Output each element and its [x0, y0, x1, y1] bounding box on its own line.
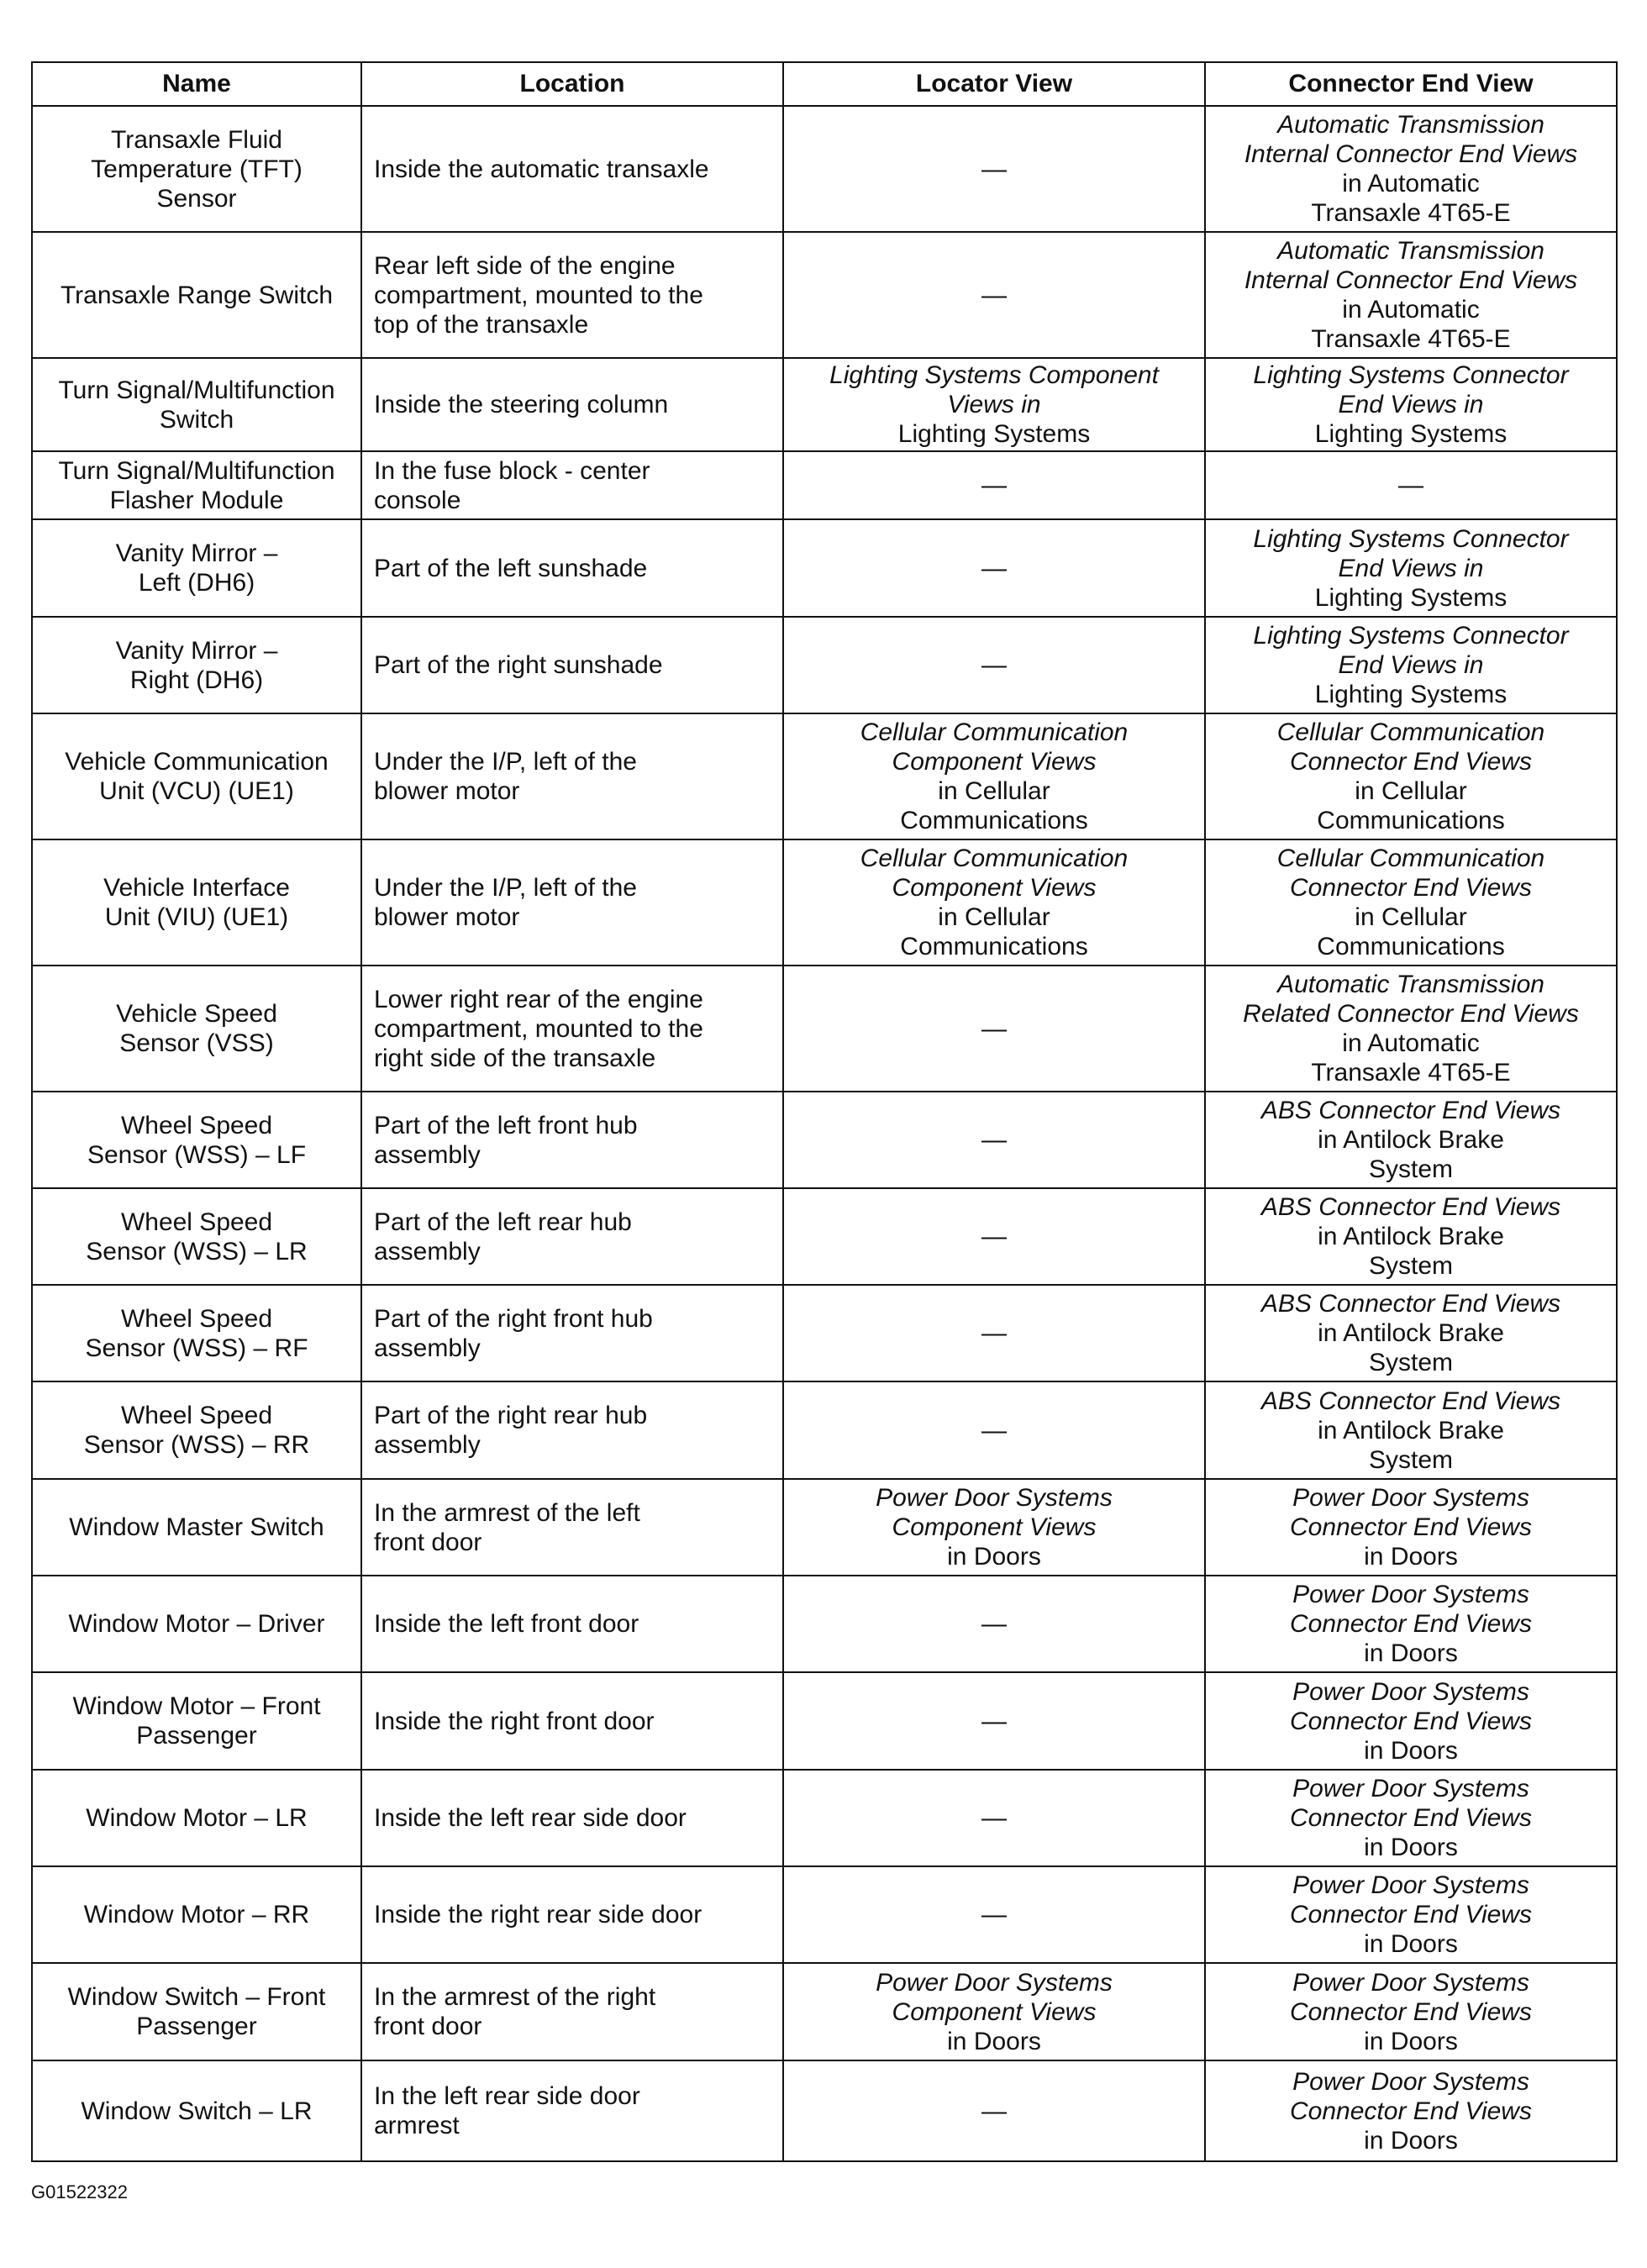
component-name-line: Window Motor – Driver [68, 1610, 325, 1638]
component-name-line: Window Motor – RR [83, 1901, 310, 1929]
connector-end-view-line: Cellular Communication [1276, 718, 1545, 746]
component-name-cell [32, 1381, 361, 1479]
locator-view-line: Views in [947, 391, 1041, 418]
connector-end-view-line: Transaxle 4T65-E [1311, 199, 1511, 227]
location-line: In the fuse block - center [374, 456, 650, 485]
connector-end-view-line: Lighting Systems [1314, 420, 1508, 448]
connector-end-view-line: Connector End Views [1290, 748, 1532, 776]
component-name-line: Sensor (WSS) – LR [86, 1237, 308, 1266]
location-cell [361, 1866, 783, 1963]
location-cell [361, 232, 783, 358]
connector-end-view-cell [1205, 451, 1617, 519]
location-cell [361, 1479, 783, 1576]
locator-view-cell [783, 839, 1205, 966]
location-line: Inside the steering column [374, 391, 669, 418]
connector-end-view-cell [1205, 617, 1617, 713]
location-cell [361, 1770, 783, 1866]
connector-end-view-line: Related Connector End Views [1243, 1000, 1579, 1028]
component-name-line: Turn Signal/Multifunction [58, 456, 335, 485]
table-row [32, 1285, 1617, 1381]
connector-end-view-line: System [1368, 1445, 1454, 1474]
locator-view-line: Communications [900, 933, 1088, 960]
component-name-line: Flasher Module [109, 486, 284, 514]
component-name-line: Passenger [136, 1722, 257, 1750]
connector-end-view-cell [1205, 1672, 1617, 1770]
locator-view-cell [783, 1576, 1205, 1672]
connector-end-view-line: in Doors [1364, 1834, 1458, 1861]
table-row [32, 1866, 1617, 1963]
component-name-line: Sensor (WSS) – LF [87, 1140, 307, 1169]
location-cell [361, 1092, 783, 1188]
connector-end-view-line: System [1368, 1155, 1454, 1183]
component-name-cell [32, 1963, 361, 2060]
locator-view-line: Communications [900, 807, 1088, 834]
connector-end-view-line: Connector End Views [1290, 2097, 1532, 2125]
table-row [32, 232, 1617, 358]
locator-view-cell [783, 519, 1205, 617]
location-line: Inside the left front door [374, 1610, 639, 1638]
component-name-line: Sensor (VSS) [119, 1029, 274, 1057]
component-name-cell [32, 232, 361, 358]
location-line: blower motor [374, 903, 520, 931]
table-row [32, 617, 1617, 713]
component-name-cell [32, 1672, 361, 1770]
locator-view-cell [783, 1963, 1205, 2060]
location-line: Rear left side of the engine [374, 251, 676, 280]
component-name-line: Wheel Speed [120, 1111, 273, 1139]
connector-end-view-line: in Doors [1364, 1736, 1458, 1765]
locator-view-cell [783, 1479, 1205, 1576]
connector-end-view-cell [1205, 1576, 1617, 1672]
connector-end-view-line: in Antilock Brake [1318, 1416, 1504, 1444]
locator-view-cell [783, 2060, 1205, 2161]
location-line: Part of the right front hub [374, 1304, 653, 1333]
component-name-line: Switch [159, 405, 234, 434]
component-name-cell [32, 839, 361, 966]
connector-end-view-line: End Views in [1338, 391, 1484, 418]
locator-view-cell [783, 1672, 1205, 1770]
locator-view-cell [783, 966, 1205, 1092]
locator-view-line: — [981, 1804, 1007, 1832]
component-name-cell [32, 106, 361, 232]
connector-end-view-line: System [1368, 1252, 1454, 1280]
locator-view-line: Component Views [892, 874, 1097, 902]
component-name-cell [32, 617, 361, 713]
connector-end-view-line: Automatic Transmission [1277, 971, 1544, 998]
location-line: In the armrest of the left [374, 1498, 640, 1527]
connector-end-view-line: End Views in [1338, 554, 1484, 582]
connector-end-view-line: Lighting Systems [1314, 681, 1508, 708]
locator-view-cell [783, 1866, 1205, 1963]
connector-end-view-line: in Antilock Brake [1318, 1223, 1504, 1250]
connector-end-view-line: Transaxle 4T65-E [1311, 325, 1511, 353]
locator-view-cell [783, 1285, 1205, 1381]
figure-code: G01522322 [31, 2181, 128, 2202]
location-line: Part of the right sunshade [374, 651, 663, 679]
connector-end-view-line: Power Door Systems [1292, 1581, 1529, 1608]
connector-end-view-line: Cellular Communication [1276, 845, 1545, 872]
connector-end-view-line: Power Door Systems [1292, 1484, 1529, 1512]
component-name-cell [32, 1285, 361, 1381]
locator-view-line: — [981, 651, 1007, 679]
connector-end-view-cell [1205, 1479, 1617, 1576]
connector-end-view-line: Power Door Systems [1292, 1677, 1529, 1706]
location-line: Inside the left rear side door [374, 1804, 687, 1832]
component-name-line: Vanity Mirror – [115, 636, 278, 665]
component-name-line: Sensor (WSS) – RR [83, 1431, 310, 1459]
table-row [32, 1576, 1617, 1672]
locator-view-cell [783, 451, 1205, 519]
component-name-line: Turn Signal/Multifunction [58, 376, 335, 404]
locator-view-line: — [981, 471, 1007, 499]
table-row [32, 1672, 1617, 1770]
locator-view-line: Cellular Communication [860, 845, 1129, 872]
table-row [32, 1381, 1617, 1479]
component-name-cell [32, 1576, 361, 1672]
location-cell [361, 966, 783, 1092]
component-name-line: Unit (VCU) (UE1) [99, 777, 294, 805]
locator-view-line: Cellular Communication [860, 718, 1129, 746]
connector-end-view-cell [1205, 2060, 1617, 2161]
locator-view-line: — [981, 1416, 1007, 1444]
connector-end-view-line: Power Door Systems [1292, 1871, 1529, 1899]
table-row [32, 1479, 1617, 1576]
locator-view-cell [783, 232, 1205, 358]
component-name-line: Right (DH6) [129, 666, 264, 694]
component-name-line: Window Switch – Front [67, 1983, 326, 2011]
location-line: Inside the right front door [374, 1707, 655, 1735]
connector-end-view-line: in Cellular [1355, 903, 1467, 931]
component-name-line: Wheel Speed [120, 1402, 273, 1429]
location-cell [361, 1285, 783, 1381]
location-line: armrest [374, 2112, 460, 2139]
connector-end-view-line: in Antilock Brake [1318, 1319, 1504, 1347]
header-row [32, 62, 1617, 106]
connector-end-view-cell [1205, 1866, 1617, 1963]
locator-view-line: Component Views [892, 1513, 1097, 1541]
connector-end-view-line: in Automatic [1342, 296, 1480, 324]
connector-end-view-line: Connector End Views [1290, 1804, 1532, 1832]
location-cell [361, 1576, 783, 1672]
connector-end-view-line: Communications [1317, 933, 1505, 960]
connector-end-view-line: in Automatic [1342, 1029, 1480, 1057]
location-line: Part of the right rear hub [374, 1402, 648, 1429]
component-name-line: Wheel Speed [120, 1304, 273, 1333]
locator-view-cell [783, 617, 1205, 713]
locator-view-line: Lighting Systems [897, 420, 1091, 448]
component-name-cell [32, 713, 361, 839]
component-name-line: Unit (VIU) (UE1) [104, 903, 289, 931]
connector-end-view-line: in Doors [1364, 2027, 1458, 2055]
component-name-line: Vehicle Interface [103, 874, 290, 902]
location-cell [361, 617, 783, 713]
component-name-cell [32, 966, 361, 1092]
location-cell [361, 1672, 783, 1770]
connector-end-view-line: ABS Connector End Views [1260, 1193, 1561, 1221]
location-line: In the left rear side door [374, 2082, 640, 2110]
location-line: Part of the left sunshade [374, 554, 648, 582]
component-name-cell [32, 2060, 361, 2161]
locator-view-line: in Cellular [938, 903, 1050, 931]
connector-end-view-cell [1205, 1092, 1617, 1188]
component-name-cell [32, 1866, 361, 1963]
component-name-line: Vehicle Speed [116, 1000, 277, 1028]
connector-end-view-line: Connector End Views [1290, 1707, 1532, 1735]
location-line: assembly [374, 1140, 481, 1169]
connector-end-view-cell [1205, 966, 1617, 1092]
location-cell [361, 2060, 783, 2161]
connector-end-view-line: Power Door Systems [1292, 1968, 1529, 1997]
table-row [32, 1092, 1617, 1188]
component-name-cell [32, 1092, 361, 1188]
locator-view-cell [783, 1188, 1205, 1285]
connector-end-view-cell [1205, 358, 1617, 451]
connector-end-view-line: Connector End Views [1290, 1513, 1532, 1541]
locator-view-line: — [981, 1901, 1007, 1929]
locator-view-line: — [981, 554, 1007, 582]
component-name-cell [32, 1479, 361, 1576]
locator-view-line: in Cellular [938, 777, 1050, 805]
table-row [32, 713, 1617, 839]
connector-end-view-line: — [1398, 471, 1423, 499]
location-line: Lower right rear of the engine [374, 985, 703, 1013]
table-row [32, 451, 1617, 519]
locator-view-line: — [981, 1319, 1007, 1347]
location-cell [361, 1963, 783, 2060]
locator-view-cell [783, 358, 1205, 451]
connector-end-view-cell [1205, 839, 1617, 966]
location-line: top of the transaxle [374, 310, 589, 339]
location-cell [361, 1188, 783, 1285]
location-cell [361, 519, 783, 617]
location-cell [361, 106, 783, 232]
connector-end-view-line: Power Door Systems [1292, 2067, 1529, 2096]
locator-view-line: Component Views [892, 748, 1097, 776]
component-name-line: Transaxle Range Switch [60, 281, 334, 309]
location-line: compartment, mounted to the [374, 1014, 703, 1043]
connector-end-view-line: in Doors [1364, 2126, 1458, 2155]
table-row [32, 2060, 1617, 2161]
connector-end-view-cell [1205, 232, 1617, 358]
locator-view-line: in Doors [947, 1543, 1041, 1571]
table-row [32, 1188, 1617, 1285]
locator-view-cell [783, 713, 1205, 839]
locator-view-line: Component Views [892, 1997, 1097, 2026]
connector-end-view-line: Connector End Views [1290, 1610, 1532, 1638]
connector-end-view-line: Lighting Systems [1314, 583, 1508, 612]
location-line: right side of the transaxle [374, 1044, 656, 1072]
connector-end-view-cell [1205, 1770, 1617, 1866]
connector-end-view-line: Connector End Views [1290, 874, 1532, 902]
locator-view-line: in Doors [947, 2027, 1041, 2055]
component-name-line: Vanity Mirror – [115, 539, 278, 567]
component-name-cell [32, 1188, 361, 1285]
location-line: console [374, 486, 461, 514]
locator-view-line: Power Door Systems [876, 1484, 1113, 1512]
component-name-line: Left (DH6) [138, 569, 255, 597]
location-line: front door [374, 2013, 482, 2040]
locator-view-line: — [981, 1126, 1007, 1154]
locator-view-line: — [981, 1610, 1007, 1638]
component-name-line: Transaxle Fluid [111, 125, 282, 154]
table-row [32, 966, 1617, 1092]
component-name-line: Window Master Switch [69, 1513, 324, 1541]
header-name: Name [32, 62, 361, 106]
component-name-line: Window Switch – LR [81, 2097, 313, 2125]
locator-view-line: — [981, 281, 1007, 309]
location-line: assembly [374, 1431, 481, 1459]
connector-end-view-line: Lighting Systems Connector [1253, 361, 1569, 389]
location-cell [361, 358, 783, 451]
location-line: Part of the left rear hub [374, 1208, 632, 1236]
connector-end-view-line: in Antilock Brake [1318, 1126, 1504, 1154]
connector-end-view-line: Internal Connector End Views [1244, 140, 1578, 168]
connector-end-view-line: System [1368, 1349, 1454, 1376]
location-cell [361, 451, 783, 519]
location-cell [361, 1381, 783, 1479]
connector-end-view-line: ABS Connector End Views [1260, 1387, 1561, 1415]
table-row [32, 519, 1617, 617]
table-row [32, 1770, 1617, 1866]
component-name-cell [32, 1770, 361, 1866]
location-line: blower motor [374, 777, 520, 805]
connector-end-view-line: in Doors [1364, 1543, 1458, 1571]
location-line: front door [374, 1528, 482, 1556]
connector-end-view-line: End Views in [1338, 651, 1484, 679]
location-line: Inside the right rear side door [374, 1901, 702, 1929]
locator-view-cell [783, 1770, 1205, 1866]
connector-end-view-line: Lighting Systems Connector [1253, 524, 1569, 553]
component-name-line: Sensor (WSS) – RF [85, 1334, 308, 1362]
table-body [32, 106, 1617, 2161]
connector-end-view-cell [1205, 106, 1617, 232]
locator-view-cell [783, 1381, 1205, 1479]
header-locator-view: Locator View [783, 62, 1205, 106]
locator-view-cell [783, 1092, 1205, 1188]
connector-end-view-line: in Doors [1364, 1639, 1458, 1667]
table-row [32, 1963, 1617, 2060]
connector-end-view-line: ABS Connector End Views [1260, 1290, 1561, 1318]
locator-view-line: — [981, 155, 1007, 183]
connector-end-view-line: in Doors [1364, 1930, 1458, 1958]
location-line: In the armrest of the right [374, 1983, 656, 2011]
location-line: assembly [374, 1334, 481, 1362]
locator-view-line: — [981, 1707, 1007, 1735]
location-line: Inside the automatic transaxle [374, 155, 709, 183]
component-name-line: Window Motor – Front [72, 1692, 321, 1720]
connector-end-view-cell [1205, 713, 1617, 839]
connector-end-view-line: Transaxle 4T65-E [1311, 1059, 1511, 1087]
connector-end-view-cell [1205, 1285, 1617, 1381]
connector-end-view-line: Connector End Views [1290, 1901, 1532, 1929]
component-name-line: Vehicle Communication [65, 748, 329, 776]
table-row [32, 106, 1617, 232]
locator-view-line: — [981, 2097, 1007, 2125]
component-name-line: Wheel Speed [120, 1208, 273, 1236]
location-cell [361, 839, 783, 966]
connector-end-view-line: Connector End Views [1290, 1997, 1532, 2026]
component-name-line: Temperature (TFT) [91, 155, 303, 183]
table-row [32, 839, 1617, 966]
location-line: Under the I/P, left of the [374, 874, 637, 902]
locator-view-line: — [981, 1223, 1007, 1250]
component-name-cell [32, 519, 361, 617]
header-connector-end-view: Connector End View [1205, 62, 1617, 106]
connector-end-view-cell [1205, 1381, 1617, 1479]
component-name-line: Window Motor – LR [86, 1804, 308, 1832]
component-name-line: Sensor [156, 184, 237, 213]
locator-view-cell [783, 106, 1205, 232]
component-name-cell [32, 451, 361, 519]
location-line: Under the I/P, left of the [374, 748, 637, 776]
connector-end-view-cell [1205, 1963, 1617, 2060]
connector-end-view-cell [1205, 1188, 1617, 1285]
connector-end-view-cell [1205, 519, 1617, 617]
location-line: compartment, mounted to the [374, 281, 703, 309]
locator-view-line: Power Door Systems [876, 1968, 1113, 1997]
connector-end-view-line: in Cellular [1355, 777, 1467, 805]
component-name-cell [32, 358, 361, 451]
component-locator-table [31, 61, 1618, 2162]
header-location: Location [361, 62, 783, 106]
connector-end-view-line: Automatic Transmission [1277, 111, 1544, 139]
location-line: assembly [374, 1237, 481, 1266]
connector-end-view-line: in Automatic [1342, 170, 1480, 197]
connector-end-view-line: Automatic Transmission [1277, 237, 1544, 265]
locator-view-line: Lighting Systems Component [829, 361, 1159, 389]
connector-end-view-line: ABS Connector End Views [1260, 1097, 1561, 1124]
location-cell [361, 713, 783, 839]
location-line: Part of the left front hub [374, 1111, 638, 1139]
connector-end-view-line: Communications [1317, 807, 1505, 834]
component-name-line: Passenger [136, 2013, 257, 2040]
connector-end-view-line: Power Door Systems [1292, 1775, 1529, 1802]
table-row [32, 358, 1617, 451]
locator-view-line: — [981, 1014, 1007, 1043]
connector-end-view-line: Lighting Systems Connector [1253, 622, 1569, 650]
connector-end-view-line: Internal Connector End Views [1244, 266, 1578, 294]
